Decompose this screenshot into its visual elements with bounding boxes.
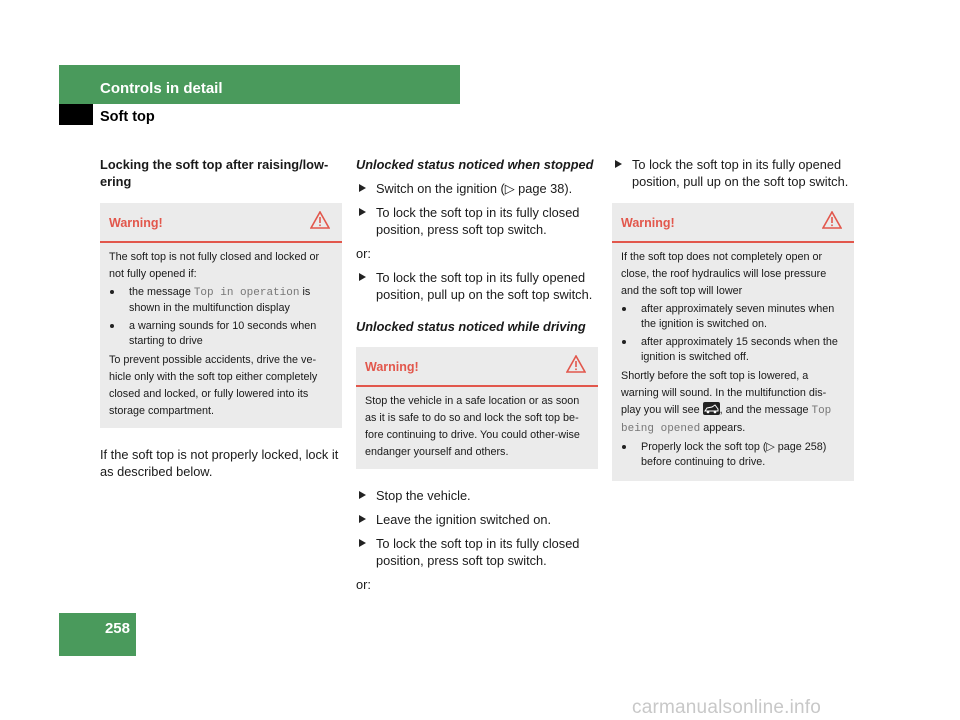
step-arrow-icon: [359, 273, 366, 281]
warning-triangle-icon: [822, 211, 842, 233]
warning-header: [612, 203, 854, 243]
warning-bullet: [109, 285, 333, 316]
bullet-icon: [110, 324, 114, 328]
watermark: carmanualsonline.info: [632, 697, 822, 718]
convertible-car-icon: [703, 402, 720, 415]
warning-title: Warning!: [109, 216, 163, 230]
column-1: [100, 156, 342, 480]
step-item: [612, 156, 854, 190]
bullet-text: after approximately seven minutes when the ignition is switched on.: [641, 303, 835, 330]
warning-title: Warning!: [621, 216, 675, 230]
step-arrow-icon: [359, 491, 366, 499]
page-number-box: [59, 613, 136, 656]
bullet-icon: [110, 290, 114, 294]
step-text: Stop the vehicle.: [376, 488, 471, 503]
bullet-icon: [622, 445, 626, 449]
step-text: To lock the soft top in its fully opened position, pull up on the soft top switch.: [632, 157, 849, 189]
warning-outro: To prevent possible accidents, drive the ve-hicle only with the soft top either completely closed and locked, or fully lowered into its storage compartment.: [109, 354, 318, 417]
display-message: Top being opened: [621, 405, 832, 435]
bullet-text: is shown in the multifunction display: [129, 286, 311, 314]
bullet-text: a warning sounds for 10 seconds when starting to drive: [129, 320, 317, 347]
step-arrow-icon: [359, 539, 366, 547]
warning-header: [100, 203, 342, 243]
step-arrow-icon: [615, 160, 622, 168]
warning-bullet: [109, 319, 333, 349]
warning-box-1: [100, 203, 342, 428]
warning-header: [356, 347, 598, 387]
warning-triangle-icon: [310, 211, 330, 233]
step-item: [356, 180, 598, 197]
paragraph-text: appears.: [700, 422, 746, 434]
step-text: Switch on the ignition (▷ page 38).: [376, 181, 573, 196]
step-item: [356, 535, 598, 569]
warning-intro: The soft top is not fully closed and locked or not fully opened if:: [109, 251, 320, 280]
warning-body: [612, 243, 854, 481]
step-text: To lock the soft top in its fully closed position, press soft top switch.: [376, 205, 580, 237]
step-item: [356, 487, 598, 504]
heading-driving: Unlocked status noticed while driving: [356, 319, 586, 334]
body-paragraph: If the soft top is not properly locked, lock it as described below.: [100, 447, 339, 479]
step-item: [356, 204, 598, 238]
warning-body: [100, 243, 342, 428]
step-arrow-icon: [359, 515, 366, 523]
step-text: To lock the soft top in its fully opened position, pull up on the soft top switch.: [376, 270, 593, 302]
warning-text: Stop the vehicle in a safe location or as soon as it is safe to do so and lock the soft top be-fore continuing to drive. You could other-wise endanger yourself and others.: [365, 395, 580, 458]
or-text: or:: [356, 246, 371, 261]
bullet-text: after approximately 15 seconds when the ignition is switched off.: [641, 336, 838, 363]
warning-intro: If the soft top does not completely open or close, the roof hydraulics will lose pressure and the soft top will lower: [621, 251, 827, 297]
warning-box-3: [612, 203, 854, 481]
subsection-title: Soft top: [100, 109, 155, 125]
page-number: 258: [104, 620, 130, 637]
column-2: [356, 156, 598, 593]
warning-bullet: [621, 440, 845, 470]
heading-locking: Locking the soft top after raising/low-ering: [100, 157, 329, 189]
section-tab-marker: [59, 104, 93, 125]
warning-triangle-icon: [566, 355, 586, 377]
warning-bullet: [621, 335, 845, 365]
warning-title: Warning!: [365, 360, 419, 374]
bullet-text: the message: [129, 286, 194, 298]
step-text: Leave the ignition switched on.: [376, 512, 552, 527]
section-title: Controls in detail: [100, 80, 223, 97]
step-arrow-icon: [359, 184, 366, 192]
step-arrow-icon: [359, 208, 366, 216]
warning-body: [356, 387, 598, 469]
bullet-text: Properly lock the soft top (▷ page 258) before continuing to drive.: [641, 441, 827, 468]
display-message: Top in operation: [193, 287, 300, 299]
or-text: or:: [356, 577, 371, 592]
paragraph-text: Shortly before the soft top is lowered, a warning will sound. In the multifunction dis-play you will see: [621, 370, 827, 416]
step-item: [356, 269, 598, 303]
warning-bullet: [621, 302, 845, 332]
heading-stopped: Unlocked status noticed when stopped: [356, 157, 594, 172]
bullet-icon: [622, 340, 626, 344]
step-item: [356, 511, 598, 528]
column-3: [612, 156, 854, 481]
step-text: To lock the soft top in its fully closed position, press soft top switch.: [376, 536, 580, 568]
bullet-icon: [622, 307, 626, 311]
warning-box-2: [356, 347, 598, 469]
warning-paragraph: [621, 368, 845, 438]
paragraph-text: , and the message: [719, 404, 812, 416]
